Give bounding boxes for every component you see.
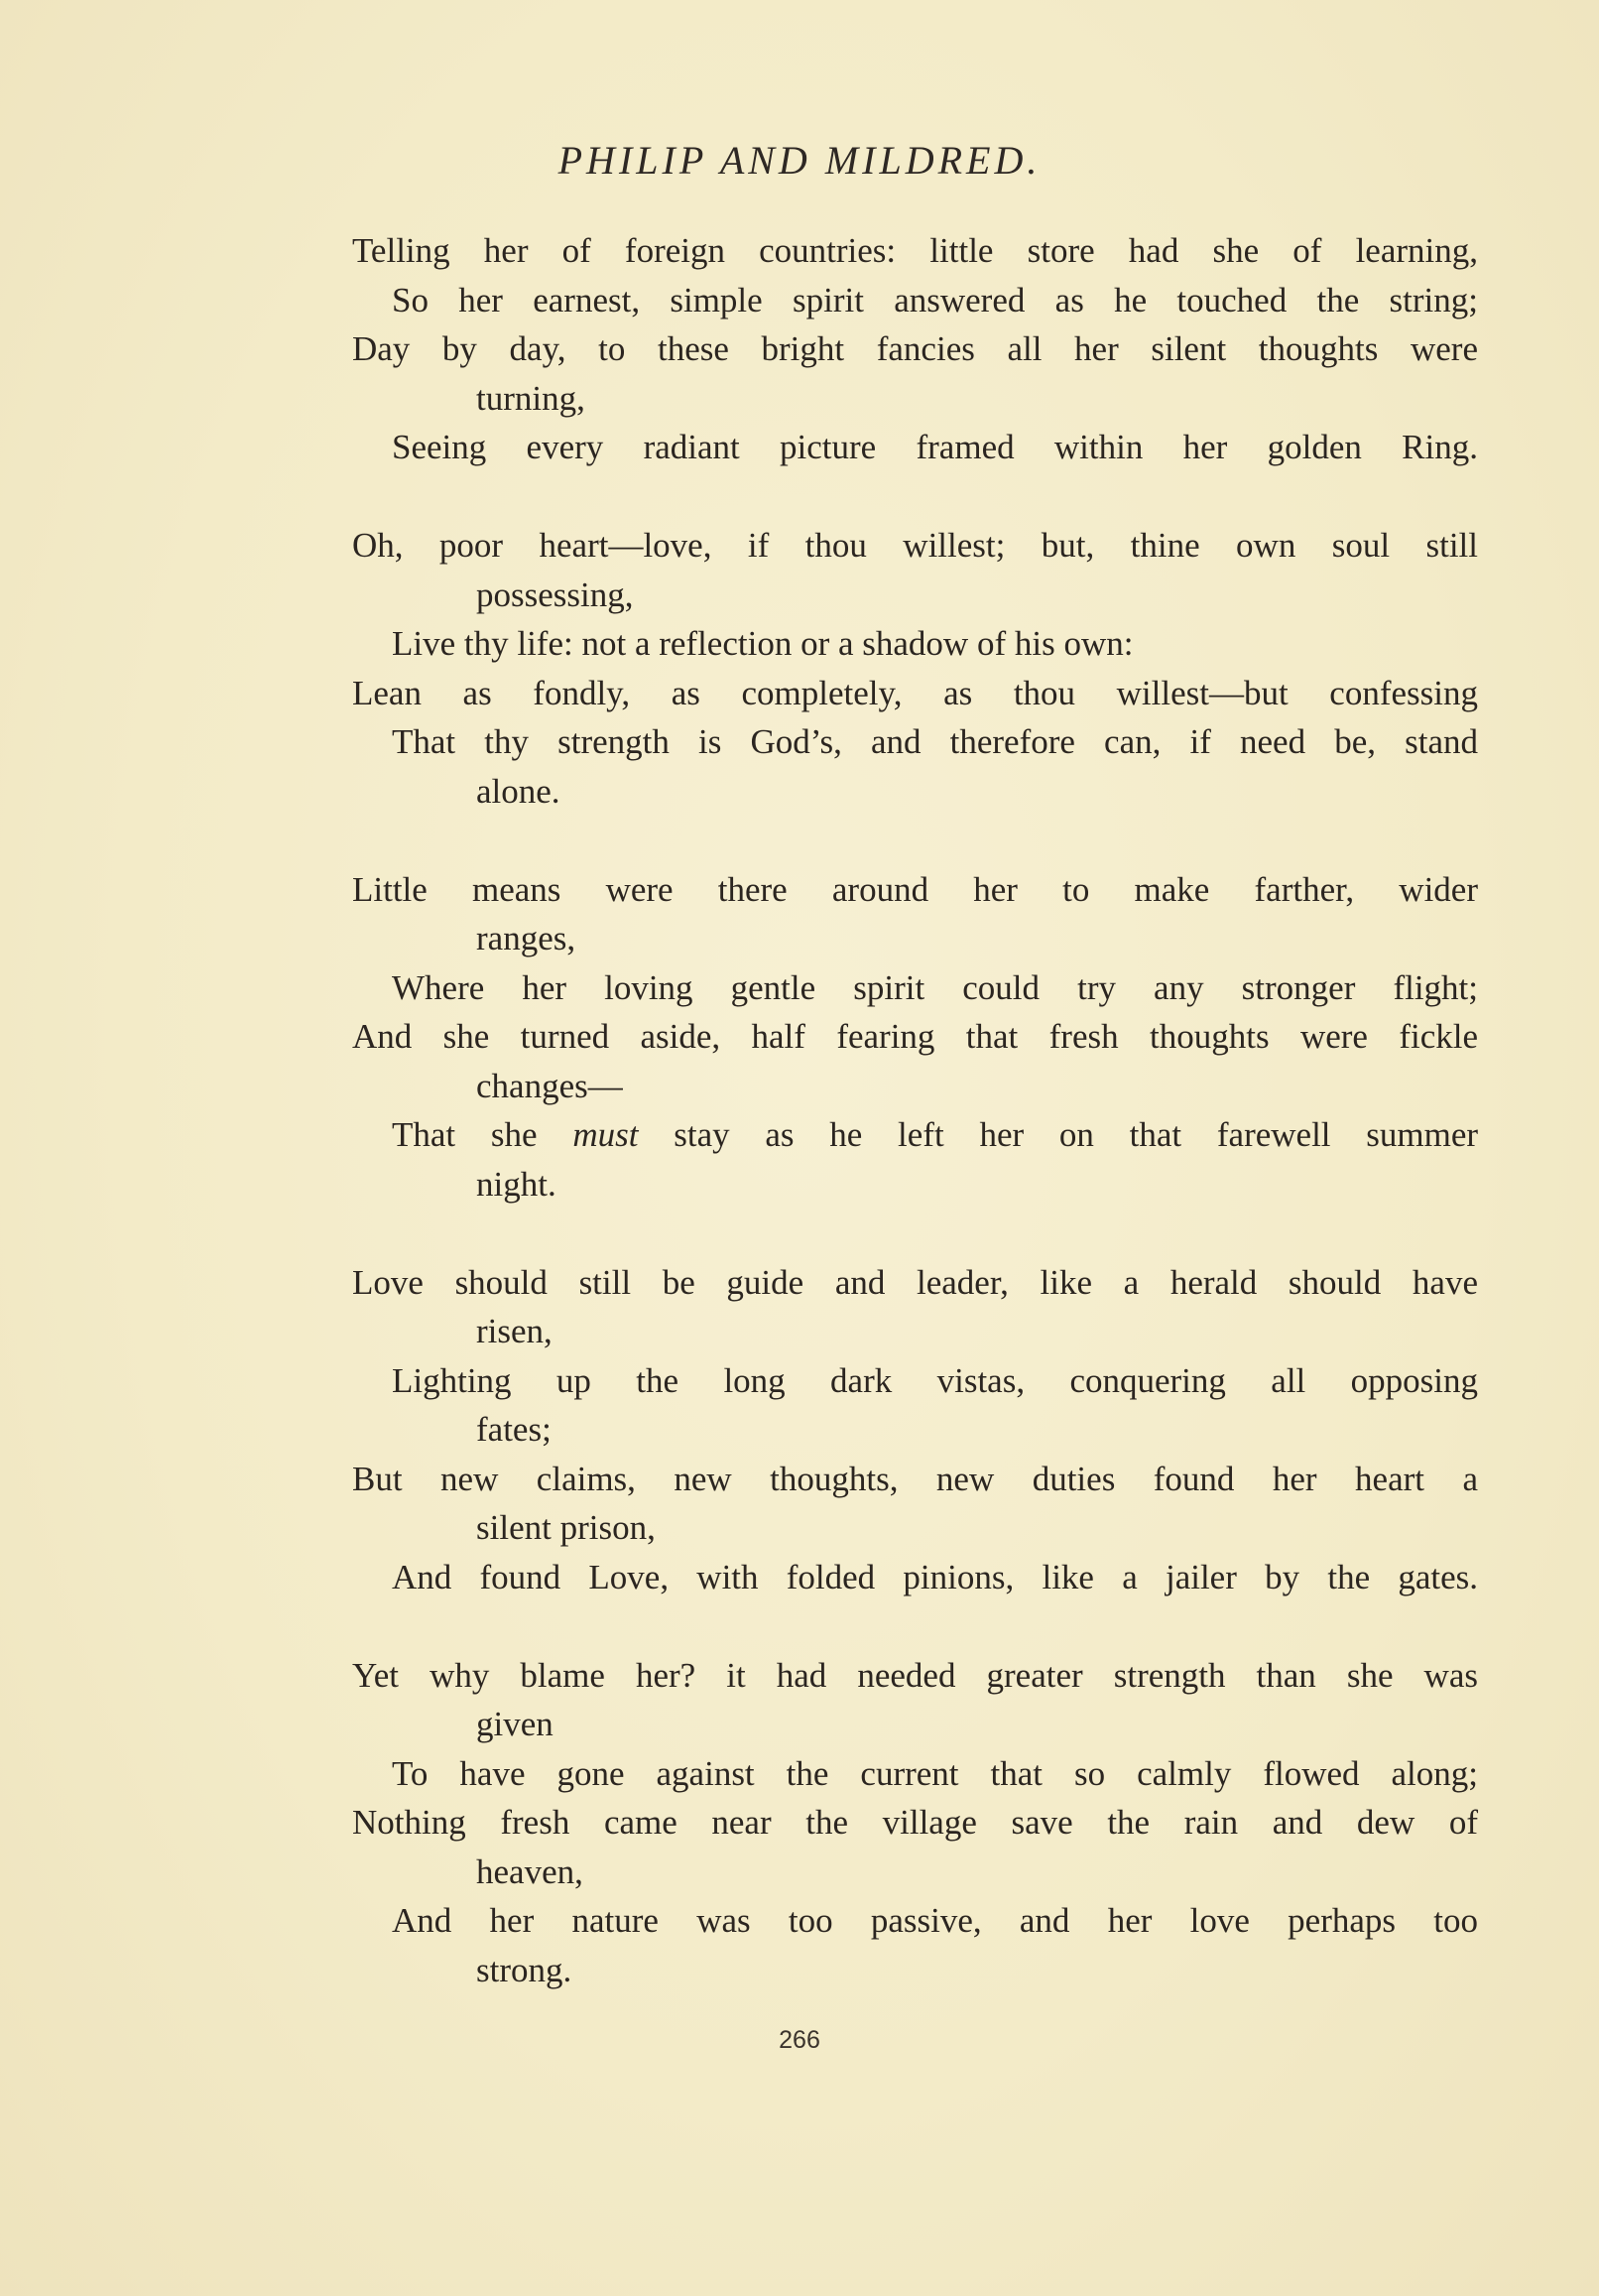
verse-line-continuation: given <box>476 1705 554 1743</box>
verse-line: And found Love, with folded pinions, like a jailer by the gates. <box>392 1557 1478 1596</box>
verse-line: So her earnest, simple spirit answered as he touched the string; <box>392 280 1478 319</box>
verse-line-continuation: ranges, <box>476 919 576 957</box>
verse-line-continuation: changes— <box>476 1066 623 1105</box>
verse-line-continuation: turning, <box>476 378 585 418</box>
verse-line: Live thy life: not a reflection or a shadow of his own: <box>392 624 1134 663</box>
stanza <box>352 226 1478 472</box>
verse-line-continuation: alone. <box>476 771 560 811</box>
verse-line <box>392 1110 1478 1160</box>
verse-line: But new claims, new thoughts, new duties found her heart a <box>352 1459 1478 1498</box>
page-number: 266 <box>779 2026 820 2054</box>
italic-emphasis: must <box>572 1115 639 1154</box>
verse-line: Telling her of foreign countries: little store had she of learning, <box>352 231 1478 270</box>
verse-line-continuation: heaven, <box>476 1851 583 1891</box>
verse-line: Little means were there around her to make farther, wider <box>352 869 1478 909</box>
verse-line: Seeing every radiant picture framed within her golden Ring. <box>392 428 1478 466</box>
verse-line: Yet why blame her? it had needed greater strength than she was <box>352 1655 1478 1695</box>
poem-body <box>352 226 1478 2044</box>
verse-line-continuation: night. <box>476 1164 556 1204</box>
verse-line: To have gone against the current that so calmly flowed along; <box>392 1753 1478 1793</box>
stanza <box>352 521 1478 816</box>
verse-line: Lighting up the long dark vistas, conquering all opposing <box>392 1360 1478 1400</box>
verse-line-continuation: risen, <box>476 1312 553 1350</box>
verse-line: Love should still be guide and leader, like a herald should have <box>352 1262 1478 1302</box>
running-head: PHILIP AND MILDRED. <box>557 138 1042 183</box>
stanza <box>352 1651 1478 1995</box>
verse-line: Oh, poor heart—love, if thou willest; but, thine own soul still <box>352 526 1478 565</box>
verse-line: And her nature was too passive, and her love perhaps too <box>392 1901 1478 1940</box>
verse-line: Lean as fondly, as completely, as thou willest—but confessing <box>352 673 1478 712</box>
verse-text: stay as he left her on that farewell summer <box>674 1115 1479 1154</box>
verse-line-continuation: possessing, <box>476 574 634 614</box>
stanza <box>352 1258 1478 1602</box>
verse-line: Where her loving gentle spirit could try any stronger flight; <box>392 967 1478 1007</box>
verse-line: Day by day, to these bright fancies all her silent thoughts were <box>352 329 1478 368</box>
verse-line: That thy strength is God’s, and therefore can, if need be, stand <box>392 722 1478 761</box>
verse-line: And she turned aside, half fearing that fresh thoughts were fickle <box>352 1017 1478 1056</box>
verse-line-continuation: fates; <box>476 1410 552 1449</box>
verse-line: Nothing fresh came near the village save the rain and dew of <box>352 1803 1478 1842</box>
verse-line-continuation: strong. <box>476 1950 572 1989</box>
verse-line-continuation: silent prison, <box>476 1508 656 1547</box>
verse-text: That she <box>392 1115 538 1154</box>
stanza <box>352 865 1478 1210</box>
